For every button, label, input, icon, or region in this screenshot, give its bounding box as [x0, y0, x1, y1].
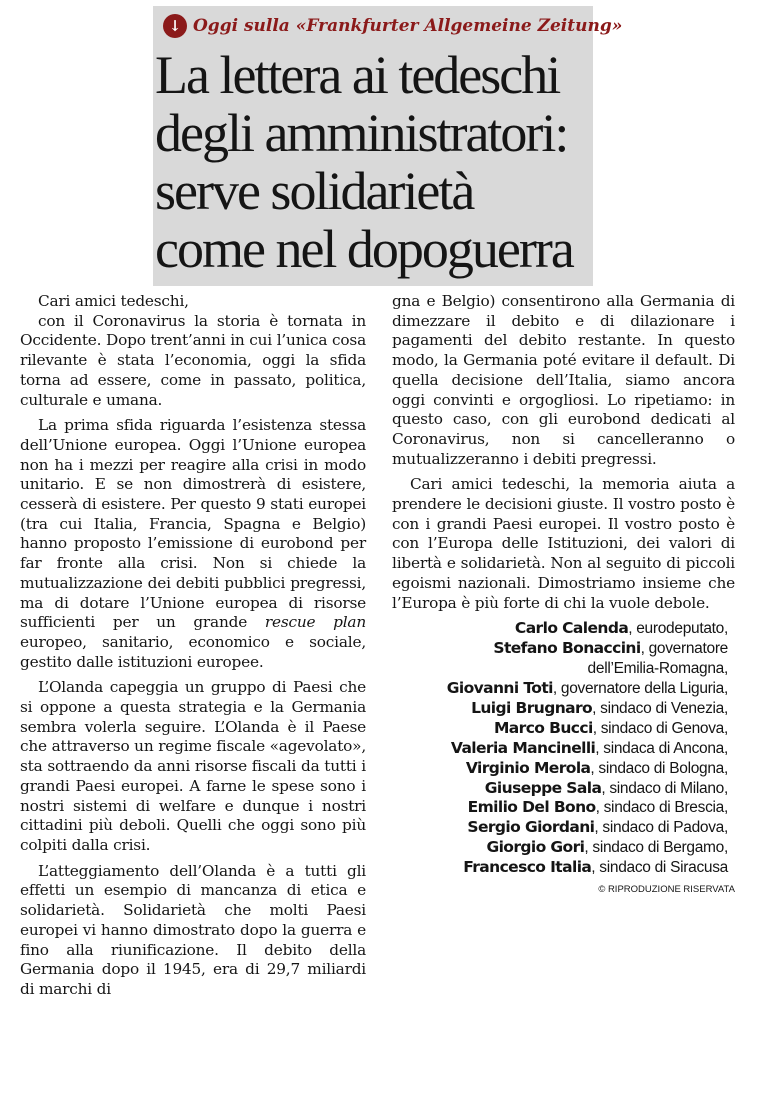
paragraph: Cari amici tedeschi, la memoria aiuta a prendere le decisioni giuste. Il vostro posto è con i grandi Paesi europei. Il vostro posto è con l’Europa delle Istituzioni, dei valori di libertà e solidarietà. Non al seguito di piccoli egoismi nazionali. Dimostriamo insieme che l’Europa è più forte di chi la vuole debole. — [392, 475, 735, 612]
signatory-role: , eurodeputato, — [628, 620, 728, 638]
paragraph-text: La prima sfida riguarda l’esistenza stessa dell’Unione europea. Oggi l’Unione europea non ha i mezzi per reagire alla crisi in modo unitario. E se non dimostrerà di esistere, cesserà di esistere. Per questo 9 stati europei (tra cui Italia, Francia, Spagna e Belgio) hanno proposto l’emissione di eurobond per far fronte alla crisi. Non si chiede la mutualizzazione dei debiti pubblici pregressi, ma di dotare l’Unione europea di risorse sufficienti per un grande — [20, 416, 366, 632]
copyright-notice: © RIPRODUZIONE RISERVATA — [598, 884, 735, 896]
signatory-role: , sindaco di Bergamo, — [584, 839, 728, 857]
signatures — [392, 619, 735, 878]
signatory-name: Giovanni Toti — [446, 678, 553, 697]
headline-line: degli amministratori: — [155, 103, 568, 163]
signatory — [392, 659, 728, 679]
signatory — [392, 798, 728, 818]
paragraph: con il Coronavirus la storia è tornata in Occidente. Dopo trent’anni in cui l’unica cosa rilevante è stata l’economia, oggi la sfida torna ad essere, come in passato, politica, culturale e umana. — [20, 311, 366, 409]
signatory-role: , sindaca di Ancona, — [595, 739, 728, 757]
headline-box — [153, 6, 623, 286]
signatory — [392, 619, 728, 639]
signatory-role: dell’Emilia-Romagna, — [587, 660, 728, 678]
signatory-role: , sindaco di Bologna, — [590, 759, 728, 777]
article-column-left — [20, 292, 366, 1006]
signatory-role: , sindaco di Genova, — [592, 719, 728, 737]
headline-line: La lettera ai tedeschi — [155, 45, 560, 105]
signatory-name: Emilio Del Bono — [467, 798, 596, 817]
signatory — [392, 818, 728, 838]
signatory-name: Stefano Bonaccini — [493, 639, 641, 658]
down-arrow-circle-icon: ↓ — [163, 14, 187, 38]
signatory-name: Marco Bucci — [493, 718, 593, 737]
emphasis-text: rescue plan — [264, 613, 366, 632]
signatory-role: , sindaco di Milano, — [601, 779, 728, 797]
signatory-name: Francesco Italia — [463, 858, 592, 877]
paragraph-continued: gna e Belgio) consentirono alla Germania di dimezzare il debito e di dilazionare i pagamenti del debito restante. In questo modo, la Germania poté evitare il default. Di quella decisione dell’Italia, siamo ancora oggi convinti e orgogliosi. Lo ripetiamo: in questo caso, con gli eurobond dedicati al Coronavirus, non si cancelleranno o mutualizzeranno i debiti pregressi. — [392, 292, 735, 468]
paragraph: L’Olanda capeggia un gruppo di Paesi che si oppone a questa strategia e la Germania sembra volerla seguire. L’Olanda è il Paese che attraverso un regime fiscale «agevolato», sta sottraendo da anni risorse fiscali da tutti i grandi Paesi europei. A farne le spese sono i nostri sistemi di welfare e dunque i nostri cittadini più deboli. Quelli che oggi sono più colpiti dalla crisi. — [20, 678, 366, 854]
headline — [155, 46, 573, 278]
signatory-name: Giuseppe Sala — [484, 778, 602, 797]
signatory-role: , governatore della Liguria, — [552, 679, 728, 697]
signatory-role: , sindaco di Brescia, — [595, 799, 728, 817]
article-column-right — [392, 292, 735, 900]
signatory-name: Valeria Mancinelli — [450, 738, 596, 757]
signatory — [392, 639, 728, 659]
signatory — [392, 719, 728, 739]
signatory-name: Giorgio Gori — [486, 838, 585, 857]
headline-line: serve solidarietà — [155, 161, 474, 221]
signatory-role: , sindaco di Siracusa — [591, 859, 728, 877]
signatory — [392, 759, 728, 779]
kicker — [163, 11, 622, 41]
signatory-name: Virginio Merola — [465, 758, 591, 777]
greeting: Cari amici tedeschi, — [38, 292, 189, 310]
paragraph-text: europeo, sanitario, economico e sociale, gestito dalle istituzioni europee. — [20, 632, 366, 671]
signatory-name: Luigi Brugnaro — [471, 698, 593, 717]
signatory — [392, 679, 728, 699]
headline-line: come nel dopoguerra — [155, 219, 573, 279]
paragraph: L’atteggiamento dell’Olanda è a tutti gli effetti un esempio di mancanza di etica e solidarietà. Solidarietà che molti Paesi europei vi hanno dimostrato dopo la guerra e fino alla riunificazione. Il debito della Germania dopo il 1945, era di 29,7 miliardi di marchi di — [20, 861, 366, 998]
signatory-role: , governatore — [640, 640, 728, 658]
paragraph — [20, 416, 366, 672]
signatory — [392, 699, 728, 719]
signatory — [392, 779, 728, 799]
kicker-text: Oggi sulla «Frankfurter Allgemeine Zeitung» — [193, 16, 623, 36]
signatory-role: , sindaco di Venezia, — [592, 699, 728, 717]
signatory-name: Carlo Calenda — [514, 619, 629, 638]
signatory — [392, 858, 728, 878]
signatory — [392, 838, 728, 858]
signatory-role: , sindaco di Padova, — [594, 819, 728, 837]
signatory-name: Sergio Giordani — [467, 818, 595, 837]
signatory — [392, 739, 728, 759]
